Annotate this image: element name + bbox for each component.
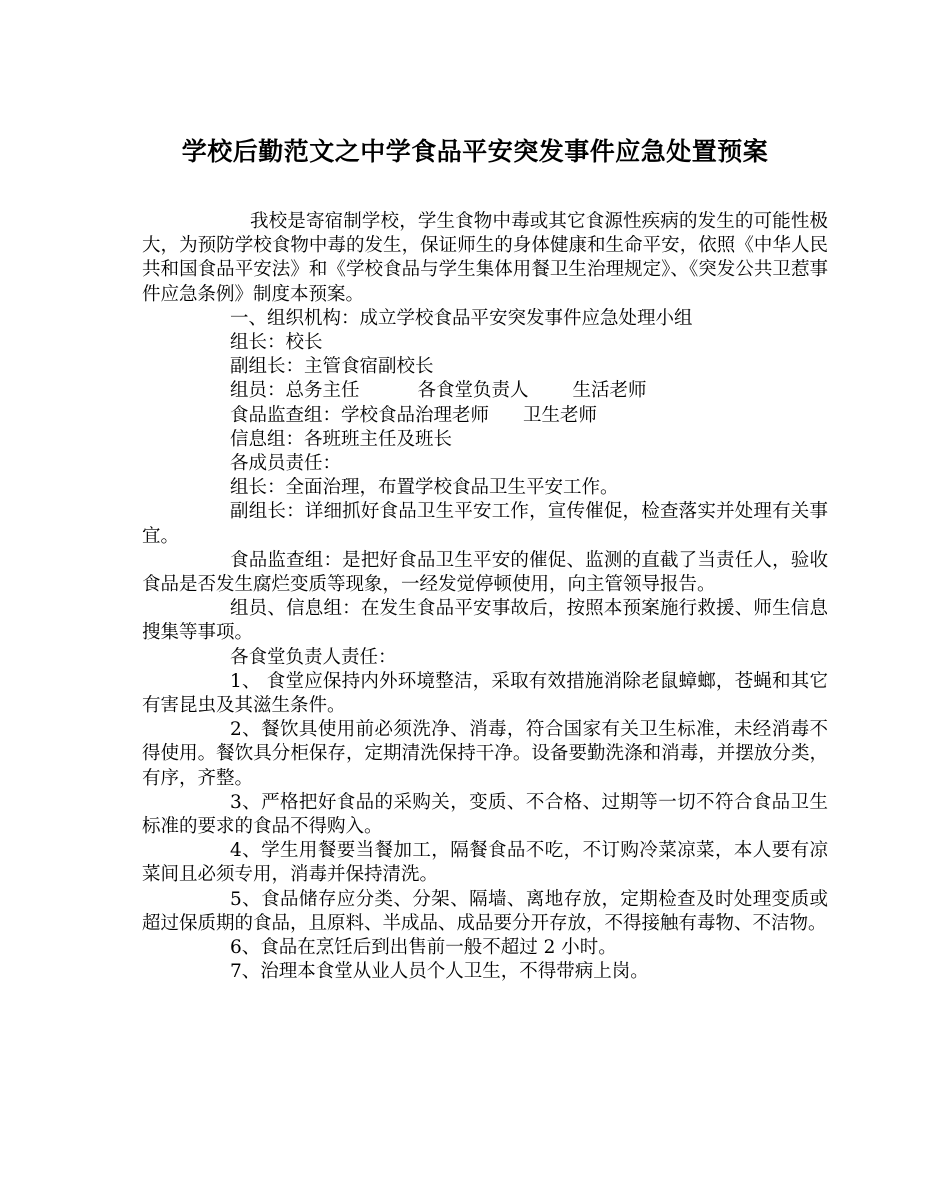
members-item-life-teachers: 生活老师: [572, 380, 647, 402]
leader-line: 组长：校长: [230, 332, 323, 354]
duty-members-info: 组员、信息组：在发生食品平安事故后，按照本预案施行救援、师生信息搜集等事项。: [142, 598, 828, 644]
members-line: [142, 379, 828, 403]
document-title: 学校后勤范文之中学食品平安突发事件应急处置预案: [181, 137, 769, 166]
document-body: [142, 210, 828, 985]
canteen-item: 2、餐饮具使用前必须洗净、消毒，符合国家有关卫生标准，未经消毒不得使用。餐饮具分柜保存，定期清洗保持干净。设备要勤洗涤和消毒，并摆放分类，有序，齐整。: [142, 719, 828, 789]
members-label: 组员：总务主任: [230, 380, 360, 402]
vice-leader-line: 副组长：主管食宿副校长: [230, 356, 434, 378]
duty-food-supervision: 食品监查组：是把好食品卫生平安的催促、监测的直截了当责任人，验收食品是否发生腐烂变质等现象，一经发觉停顿使用，向主管领导报告。: [142, 549, 828, 596]
info-group-line: 信息组：各班班主任及班长: [230, 428, 453, 450]
duty-leader: 组长：全面治理，布置学校食品卫生平安工作。: [230, 477, 619, 499]
canteen-item: 3、严格把好食品的采购关，变质、不合格、过期等一切不符合食品卫生标准的要求的食品不得购入。: [142, 791, 828, 838]
canteen-item: 6、食品在烹饪后到出售前一般不超过 2 小时。: [230, 937, 617, 959]
duty-vice-leader: 副组长：详细抓好食品卫生平安工作，宣传催促，检查落实并处理有关事宜。: [142, 501, 828, 547]
canteen-item: 5、食品储存应分类、分架、隔墙、离地存放，定期检查及时处理变质或超过保质期的食品，且原料、半成品、成品要分开存放，不得接触有毒物、不洁物。: [142, 888, 828, 934]
food-supervision-line: [142, 404, 828, 428]
food-supervision-item-health-teacher: 卫生老师: [523, 404, 598, 426]
food-supervision-label: 食品监查组：学校食品治理老师: [230, 404, 490, 426]
canteen-duties-heading: 各食堂负责人责任：: [230, 646, 397, 668]
canteen-item: 7、治理本食堂从业人员个人卫生，不得带病上岗。: [230, 961, 649, 983]
section-heading-organization: 一、组织机构：成立学校食品平安突发事件应急处理小组: [230, 307, 693, 329]
canteen-item: 4、学生用餐要当餐加工，隔餐食品不吃，不订购冷菜凉菜，本人要有凉菜间且必须专用，消毒并保持清洗。: [142, 840, 828, 886]
intro-paragraph: 我校是寄宿制学校，学生食物中毒或其它食源性疾病的发生的可能性极大，为预防学校食物中毒的发生，保证师生的身体健康和生命平安，依照《中华人民共和国食品平安法》和《学校食品与学生集体用餐卫生治理规定》、《突发公共卫惹事件应急条例》制度本预案。: [142, 211, 828, 305]
members-item-canteen-heads: 各食堂负责人: [417, 380, 529, 402]
duties-heading: 各成员责任：: [230, 453, 342, 475]
canteen-item: 1、 食堂应保持内外环境整洁，采取有效措施消除老鼠蟑螂，苍蝇和其它有害昆虫及其滋生条件。: [142, 670, 828, 717]
